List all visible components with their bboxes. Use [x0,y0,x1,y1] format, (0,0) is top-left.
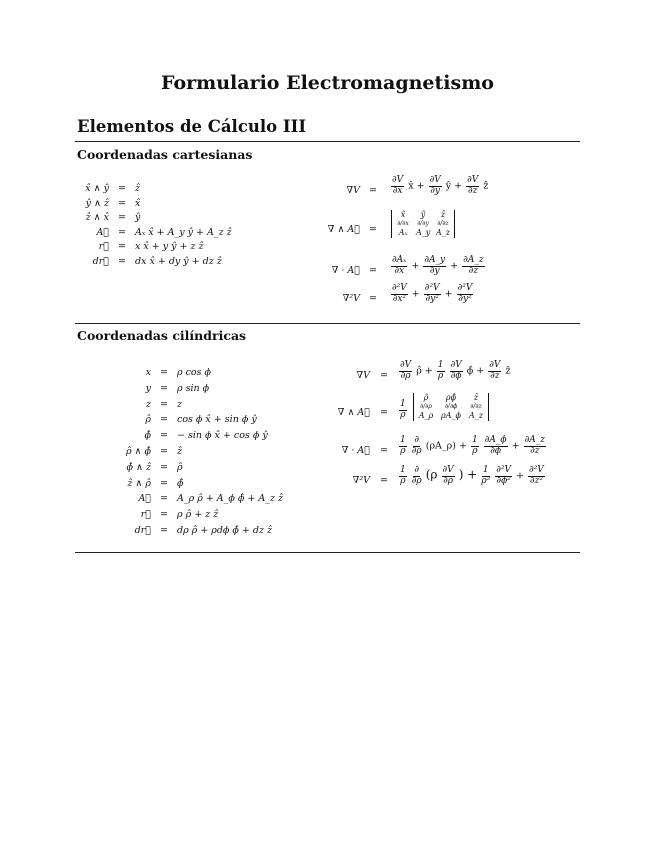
eq-operator: = [118,183,126,194]
eq-operator: = [160,382,168,394]
curl-determinant [391,210,455,238]
fraction: $\frac{1}{\rho}$ [400,399,406,420]
fraction: $\frac{\partial A\_z}{\partial z}$ [524,435,545,456]
eq-operator: = [160,493,168,505]
fraction: $\frac{\partial V}{\partial\phi}$ [450,360,462,381]
eq-operator: = [160,525,168,536]
eq-lhs: ∇V [346,185,360,196]
eq-lhs: ∇²V [352,475,370,486]
eq-lhs: r⃗ [140,509,151,521]
fraction: $\frac{\text{∂²V}}{\text{∂y²}}$ [424,283,440,304]
fraction: $\frac{\partial A\_y}{\partial y}$ [424,255,446,276]
eq-operator: = [160,461,168,473]
eq-lhs: dr⃗ [92,256,109,267]
fraction: $\frac{\partial V}{\partial x}$ [392,175,404,196]
eq-lhs: ∇ ∧ A⃗ [337,407,370,418]
determinant-cell: ∂/∂x [397,220,409,227]
fraction: $\frac{\partial V}{\partial\rho}$ [400,360,412,381]
fraction: $\frac{\partial A\_z}{\partial z}$ [463,255,484,276]
fraction: $\frac{\partial V}{\partial\rho}$ [442,465,454,486]
eq-lhs: x̂ ∧ ŷ [85,183,109,194]
determinant-cell: ∂/∂z [470,403,482,410]
eq-operator: = [160,430,168,442]
determinant-cell: ∂/∂z [437,220,449,227]
eq-rhs: ŷ [135,212,141,224]
section-rule [75,141,580,142]
eq-rhs: z [177,398,183,410]
subsection-cylindrical-title: Coordenadas cilíndricas [77,328,247,343]
eq-lhs: y [145,382,151,394]
determinant-cell: Aₓ [398,228,408,237]
fraction: $\frac{1}{\rho}$ [400,435,406,456]
fraction: $\frac{1}{\rho}$ [437,360,444,381]
fraction: $\frac{\text{∂²V}}{\text{∂z²}}$ [529,465,544,486]
eq-rhs: dx x̂ + dy ŷ + dz ẑ [135,256,222,267]
fraction: $\frac{1}{\text{ρ²}}$ [481,465,491,486]
eq-rhs: ρ cos ϕ [177,367,212,378]
fraction: $\frac{\partial V}{\partial z}$ [489,360,501,381]
eq-operator: = [118,241,126,253]
subsection-cartesian-title: Coordenadas cartesianas [77,147,253,162]
eq-lhs: ŷ ∧ ẑ [85,197,109,209]
fraction: $\frac{\text{∂²V}}{\text{∂x²}}$ [392,283,407,304]
eq-rhs: Aₓ x̂ + A_y ŷ + A_z ẑ [135,226,232,238]
eq-operator: = [118,226,126,238]
fraction: $\frac{\text{∂²V}}{\text{∂ϕ²}}$ [496,465,512,486]
eq-operator: = [160,477,168,489]
eq-lhs: ẑ ∧ x̂ [85,212,109,224]
eq-lhs: ϕ̂ [144,430,151,442]
eq-lhs: ∇ ∧ A⃗ [327,224,360,235]
fraction: $\frac{1}{\rho}$ [471,435,478,456]
eq-lhs: A⃗ [138,493,151,505]
eq-lhs: ρ̂ ∧ ϕ̂ [125,446,151,457]
eq-rhs: − sin ϕ x̂ + cos ϕ ŷ [177,430,268,442]
eq-lhs: ∇²V [342,293,360,304]
eq-lhs: dr⃗ [134,525,151,536]
fraction: $\frac{\partial}{\partial\rho}$ [411,465,422,486]
page-title: Formulario Electromagnetismo [161,72,494,94]
eq-operator: = [118,256,126,267]
eq-lhs: ϕ̂ ∧ ẑ [126,461,151,473]
eq-operator: = [160,367,168,378]
determinant-cell: x̂ [400,210,406,219]
determinant-cell: ρ̂ [423,393,429,402]
eq-rhs: ϕ̂ [177,477,184,489]
eq-lhs: ∇V [356,370,370,381]
determinant-cell: ∂/∂ρ [420,403,432,410]
eq-operator: = [160,398,168,410]
fraction: $\frac{\text{∂²V}}{\text{∂y²}}$ [457,283,473,304]
eq-rhs: ρ ρ̂ + z ẑ [177,509,219,521]
section-title: Elementos de Cálculo III [77,117,307,136]
eq-lhs: r⃗ [98,241,109,253]
determinant-cell: ρA_ϕ [441,411,461,420]
fraction: $\frac{\text{∂Aₓ}}{\partial x}$ [392,255,407,276]
eq-lhs: ρ̂ [145,414,151,426]
determinant-cell: ρϕ̂ [445,393,457,402]
eq-rhs: ρ sin ϕ [177,382,210,394]
eq-lhs: x [145,367,151,378]
eq-rhs: A_ρ ρ̂ + A_ϕ ϕ̂ + A_z ẑ [177,493,284,505]
determinant-cell: A_z [469,411,483,420]
eq-operator: = [160,509,168,521]
determinant-cell: ẑ [473,393,479,402]
determinant-cell: ẑ [440,210,446,219]
eq-operator: = [118,197,126,209]
eq-rhs: dρ ρ̂ + ρdϕ ϕ̂ + dz ẑ [177,525,273,536]
fraction: $\frac{\partial A\_\phi}{\partial\phi}$ [484,435,507,456]
eq-rhs: ẑ [177,446,183,457]
eq-operator: = [160,414,168,426]
eq-lhs: ẑ ∧ ρ̂ [127,477,151,489]
curl-determinant [413,393,489,421]
divider [75,323,580,324]
determinant-cell: A_z [436,228,450,237]
eq-lhs: ∇ · A⃗ [341,445,370,456]
eq-lhs: z [145,398,151,410]
eq-rhs: x̂ [135,197,141,209]
eq-rhs: ẑ [135,183,141,194]
eq-operator: = [160,446,168,457]
fraction: $\frac{\partial V}{\partial y}$ [429,175,441,196]
determinant-cell: ∂/∂ϕ [444,403,458,410]
fraction: $\frac{\partial V}{\partial z}$ [467,175,479,196]
eq-operator: = [118,212,126,224]
fraction: $\frac{\partial}{\partial\rho}$ [411,435,422,456]
eq-rhs: x x̂ + y ŷ + z ẑ [135,241,204,253]
divider [75,552,580,553]
eq-rhs: cos ϕ x̂ + sin ϕ ŷ [177,414,257,426]
fraction: $\frac{1}{\rho}$ [400,465,406,486]
eq-lhs: A⃗ [96,226,109,238]
determinant-cell: A_y [416,228,431,237]
determinant-cell: A_ρ [418,411,434,420]
eq-rhs: ρ̂ [177,461,183,473]
determinant-cell: ŷ [420,210,426,219]
determinant-cell: ∂/∂y [417,220,429,227]
eq-lhs: ∇ · A⃗ [331,265,360,276]
